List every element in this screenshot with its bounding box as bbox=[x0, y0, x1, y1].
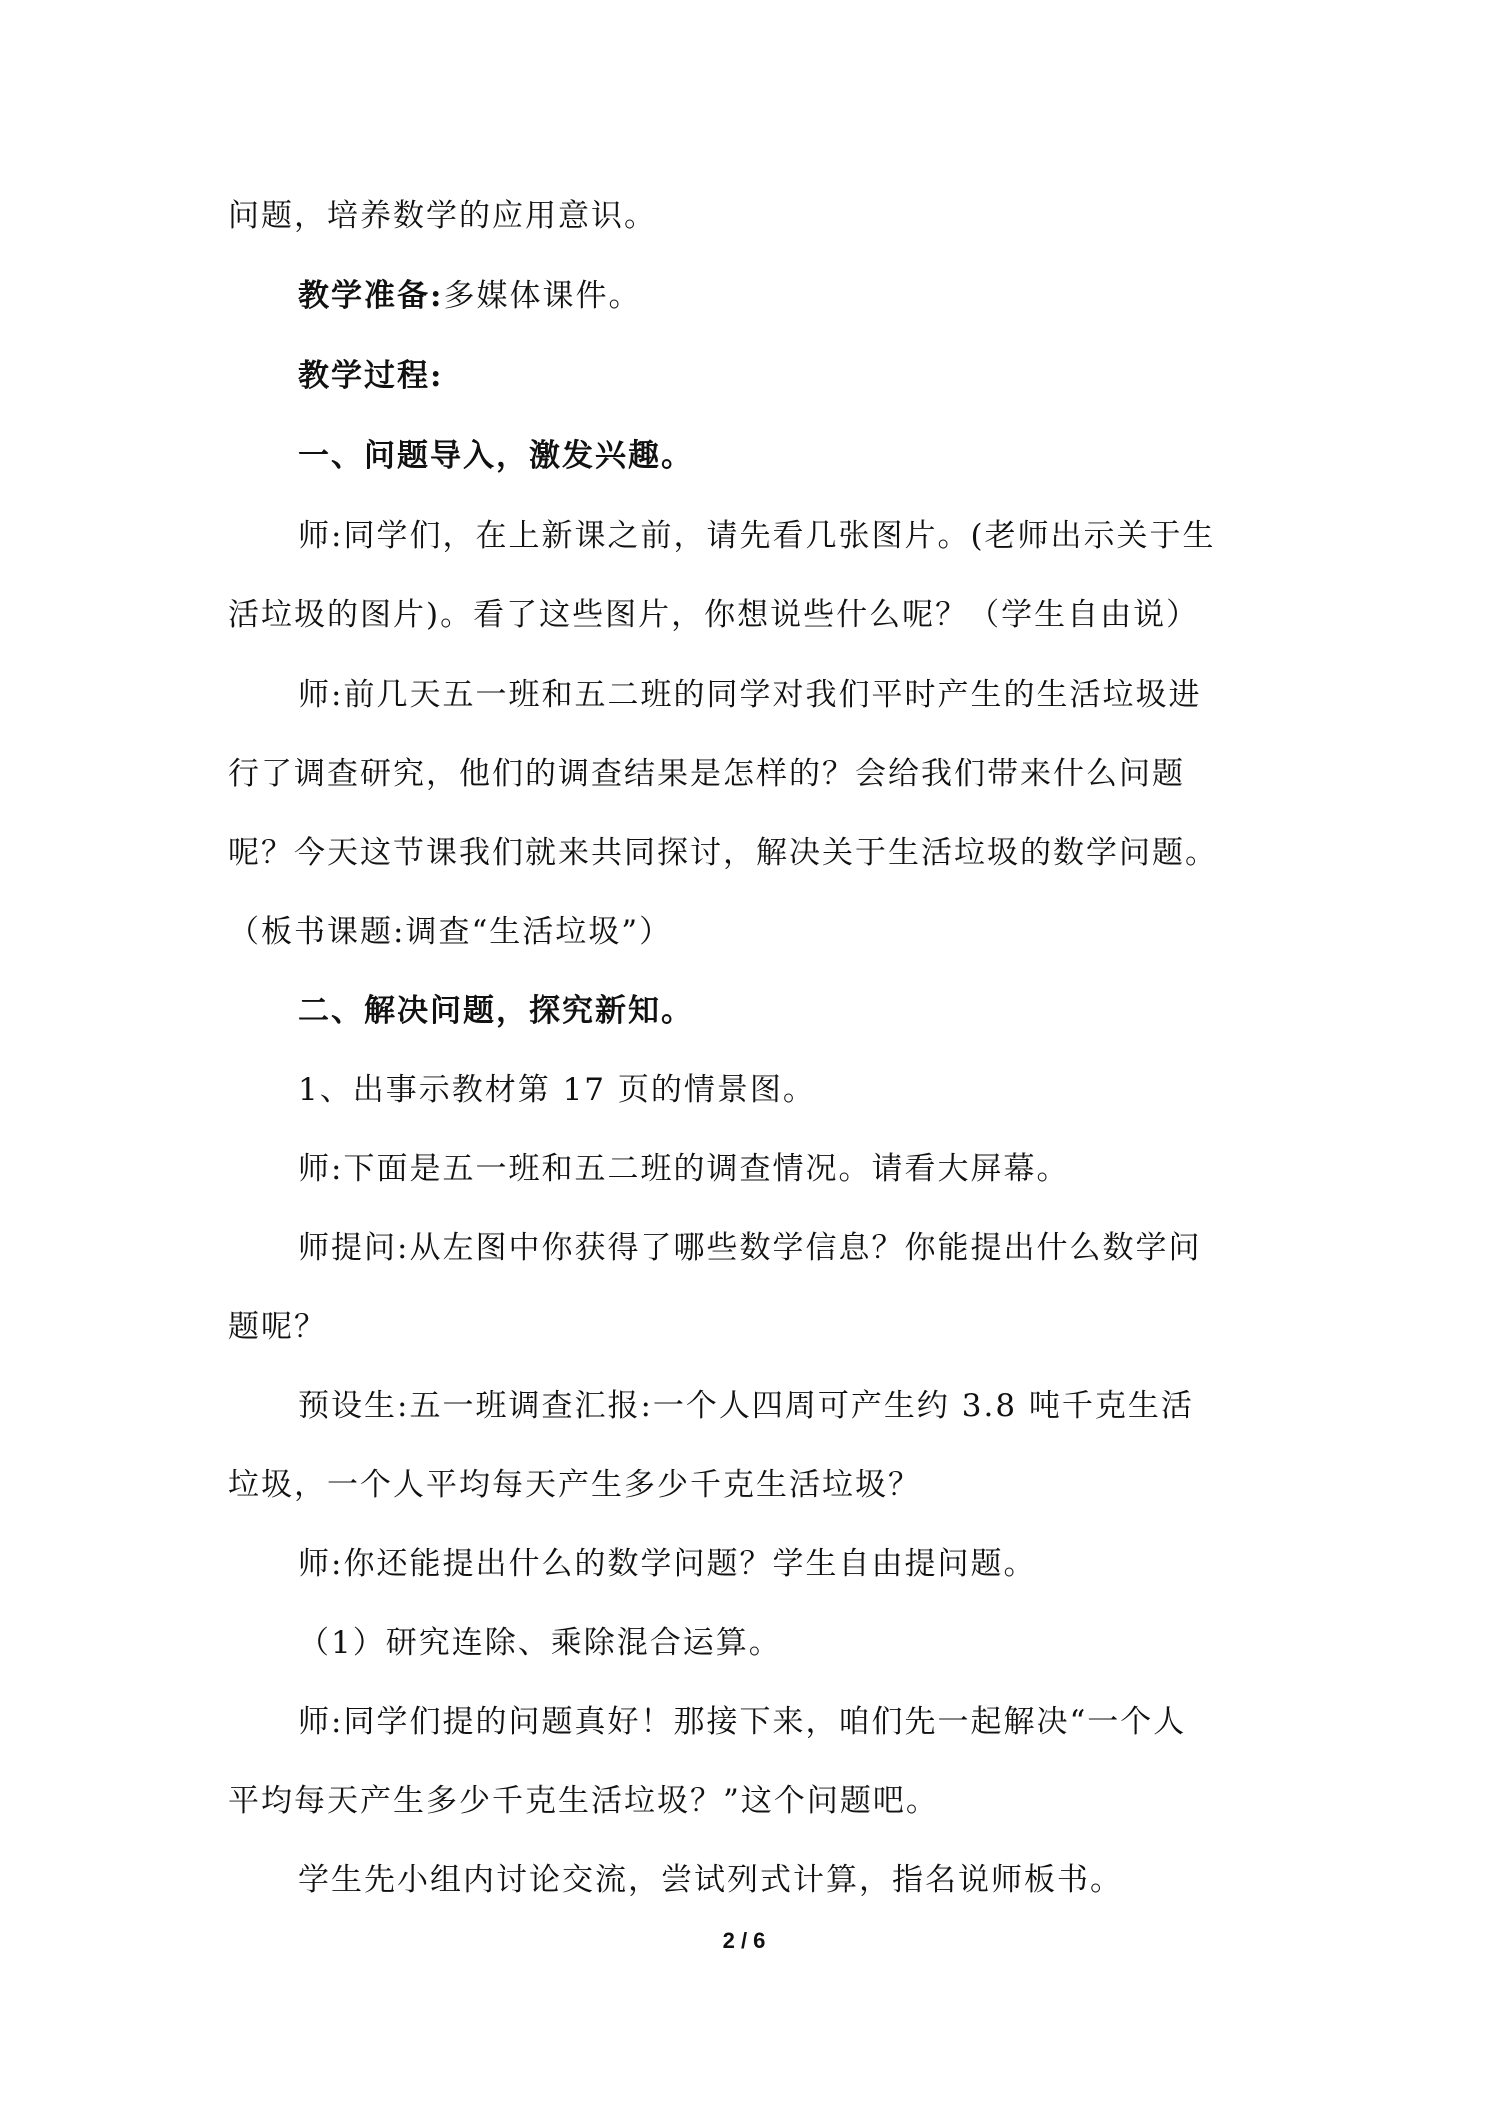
section-heading-2: 二、解决问题，探究新知。 bbox=[298, 993, 694, 1029]
section-heading-1: 一、问题导入，激发兴趣。 bbox=[298, 438, 694, 474]
teaching-prep-line bbox=[298, 276, 641, 316]
paragraph-line: 平均每天产生多少千克生活垃圾？”这个问题吧。 bbox=[228, 1783, 939, 1819]
paragraph-line: 师:同学们，在上新课之前，请先看几张图片。(老师出示关于生 bbox=[298, 518, 1216, 554]
paragraph-line: 师:前几天五一班和五二班的同学对我们平时产生的生活垃圾进 bbox=[298, 677, 1202, 713]
teaching-prep-label: 教学准备: bbox=[298, 278, 444, 314]
paragraph-line: （板书课题:调查“生活垃圾”） bbox=[228, 914, 673, 950]
paragraph-line: 预设生:五一班调查汇报:一个人四周可产生约 3.8 吨千克生活 bbox=[298, 1388, 1194, 1424]
section-heading-process: 教学过程: bbox=[298, 358, 444, 394]
paragraph-line: 学生先小组内讨论交流，尝试列式计算，指名说师板书。 bbox=[298, 1862, 1123, 1898]
paragraph-line: 师:同学们提的问题真好！那接下来，咱们先一起解决“一个人 bbox=[298, 1704, 1187, 1740]
paragraph-line: 1、出事示教材第 17 页的情景图。 bbox=[298, 1072, 816, 1108]
page-number: 2 / 6 bbox=[722, 1928, 766, 1953]
paragraph-line: 问题，培养数学的应用意识。 bbox=[228, 198, 657, 234]
paragraph-line: 呢？今天这节课我们就来共同探讨，解决关于生活垃圾的数学问题。 bbox=[228, 835, 1218, 871]
subsection-line: （1）研究连除、乘除混合运算。 bbox=[298, 1625, 782, 1661]
paragraph-line: 行了调查研究，他们的调查结果是怎样的？会给我们带来什么问题 bbox=[228, 756, 1185, 792]
paragraph-line: 题呢？ bbox=[228, 1309, 327, 1345]
paragraph-line: 活垃圾的图片)。看了这些图片，你想说些什么呢？（学生自由说） bbox=[228, 597, 1200, 633]
paragraph-line: 垃圾，一个人平均每天产生多少千克生活垃圾？ bbox=[228, 1467, 921, 1503]
teaching-prep-value: 多媒体课件。 bbox=[443, 278, 642, 314]
paragraph-line: 师:你还能提出什么的数学问题？学生自由提问题。 bbox=[298, 1546, 1037, 1582]
paragraph-line: 师提问:从左图中你获得了哪些数学信息？你能提出什么数学问 bbox=[298, 1230, 1202, 1266]
paragraph-line: 师:下面是五一班和五二班的调查情况。请看大屏幕。 bbox=[298, 1151, 1070, 1187]
